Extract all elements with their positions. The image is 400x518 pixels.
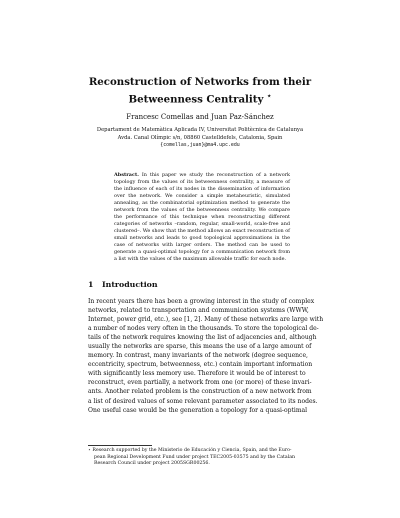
footnote-divider (88, 445, 152, 446)
body-line: tails of the network requires knowing the list of adjacencies and, although (88, 334, 317, 342)
section-title: Introduction (102, 280, 158, 289)
abstract (114, 172, 290, 263)
body-line: ants. Another related problem is the construction of a new network from (88, 388, 312, 396)
title-line-2-text: Betweenness Centrality (128, 93, 264, 106)
affiliation-line-1: Departament de Matemàtica Aplicada IV, Universitat Politècnica de Catalunya (96, 127, 304, 133)
abstract-text: In this paper we study the reconstruction of a network topology from the values of its betweenness centrality, a measure of the influence of each of its nodes in the dissemination of information over the network. We consider a simple metaheuristic, simulated annealing, as the combinatorial optimization method to generate the network from the values of the betweenness centrality. We compare the performance of this technique when reconstructing different categories of networks –random, regular, small-world, scale-free and clustered–. We show that the method allows an exact reconstruction of small networks and leads to good topological approximations in the case of networks with larger orders. The method can be used to generate a quasi-optimal topology for a communication network from a list with the values of the maximum allowable traffic for each node. (114, 172, 290, 262)
body-line: In recent years there has been a growing interest in the study of complex (88, 298, 315, 305)
body-line: memory. In contrast, many invariants of the network (degree sequence, (88, 352, 308, 360)
section-number: 1 (88, 280, 94, 289)
footnote (88, 448, 316, 468)
footnote-line-1: ⋆ Research supported by the Ministerio de Educación y Ciencia, Spain, and the Euro- (88, 448, 292, 453)
body-line: networks, related to transportation and communication systems (WWW, (88, 307, 309, 315)
title-line-1: Reconstruction of Networks from their (88, 76, 312, 88)
body-line: with significantly less memory use. Therefore it would be of interest to (88, 370, 306, 378)
body-line: One useful case would be the generation a topology for a quasi-optimal (88, 406, 308, 414)
abstract-label: Abstract. (114, 172, 139, 178)
body-line: a number of nodes very often in the thousands. To store the topological de- (88, 325, 319, 333)
section-heading-introduction (88, 280, 158, 289)
footnote-line-3: Research Council under project 2005SGR00256. (94, 461, 210, 467)
title-footnote-mark: ⋆ (266, 91, 272, 100)
authors: Francesc Comellas and Juan Paz-Sánchez (126, 113, 274, 121)
footnote-line-2: pean Regional Development Fund under project TEC2005-03575 and by the Catalan (94, 454, 296, 460)
body-line: usually the networks are sparse, this means the use of a large amount of (88, 343, 312, 351)
author-email: {comellas,juan}@ma4.upc.edu (160, 142, 240, 149)
body-line: a list of desired values of some relevant parameter associated to its nodes. (88, 397, 318, 405)
title-line-2 (60, 89, 340, 106)
body-line: Internet, power grid, etc.), see [1, 2]. Many of these networks are large with (88, 316, 324, 324)
affiliation-line-2: Avda. Canal Olímpic s/n, 08860 Castelldefels, Catalonia, Spain (117, 134, 283, 141)
paper-title (60, 76, 340, 106)
introduction-body (88, 297, 324, 415)
body-line: eccentricity, spectrum, betweenness, etc.) contain important information (88, 361, 313, 369)
body-line: reconstruct, even partially, a network from one (or more) of these invari- (88, 379, 312, 387)
affiliation (60, 127, 340, 150)
